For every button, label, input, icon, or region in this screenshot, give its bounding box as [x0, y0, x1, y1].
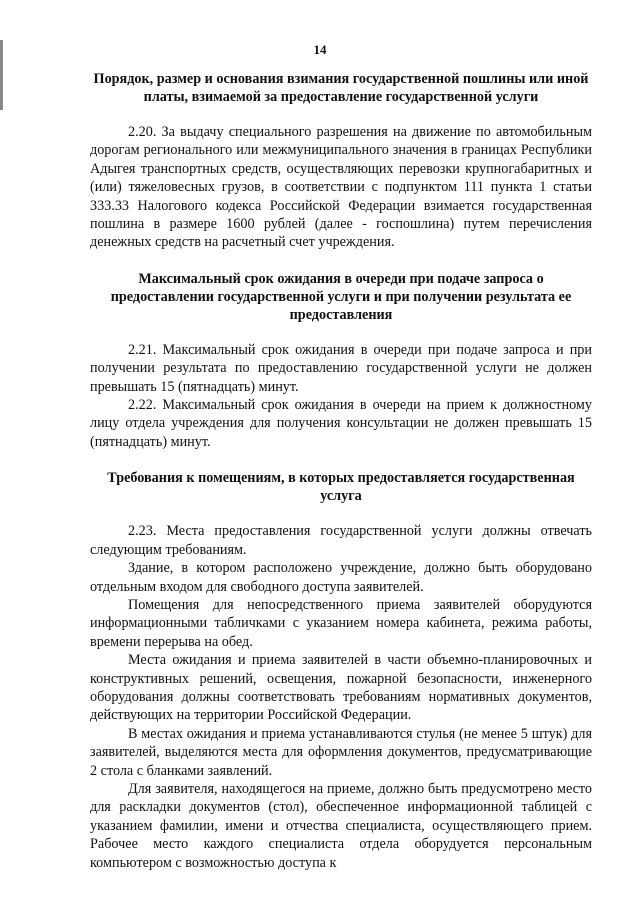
section-heading-premises: Требования к помещениям, в которых предоставляется государственная услуга — [107, 470, 575, 505]
paragraph-building: Здание, в котором расположено учреждение, должно быть оборудовано отдельным входом для свободного доступа заявителей. — [90, 560, 592, 595]
paragraph-applicant-place: Для заявителя, находящегося на приеме, должно быть предусмотрено место для раскладки документов (стол), обеспеченное информационной таблицей с указанием фамилии, имени и отчества специалиста, осуществляющего прием. Рабочее место каждого специалиста отдела оборудуется персональным компьютером с возможностью доступа к — [90, 780, 592, 871]
page-content — [90, 70, 592, 872]
paragraph-2-23: 2.23. Места предоставления государственной услуги должны отвечать следующим требованиям. — [90, 523, 592, 558]
page-number: 14 — [313, 42, 327, 57]
section-heading-fee: Порядок, размер и основания взимания государственной пошлины или иной платы, взимаемой за предоставление государственной услуги — [93, 71, 589, 105]
paragraph-2-22: 2.22. Максимальный срок ожидания в очереди на прием к должностному лицу отдела учреждения для получения консультации не должен превышать 15 (пятнадцать) минут. — [90, 397, 592, 450]
paragraph-2-21: 2.21. Максимальный срок ожидания в очереди при подаче запроса и при получении результата по предоставлению государственной услуги не должен превышать 15 (пятнадцать) минут. — [90, 341, 592, 395]
section-heading-waiting-time: Максимальный срок ожидания в очереди при подаче запроса о предоставлении государственной услуги и при получении результата ее предоставления — [110, 270, 572, 323]
paragraph-chairs: В местах ожидания и приема устанавливаются стулья (не менее 5 штук) для заявителей, выделяются места для оформления документов, предусматривающие 2 стола с бланками заявлений. — [90, 725, 592, 779]
paragraph-2-20: 2.20. За выдачу специального разрешения на движение по автомобильным дорогам регионального или межмуниципального значения в границах Республики Адыгея транспортных средств, осуществляющих перевозки крупногабаритных и (или) тяжеловесных грузов, в соответствии с подпунктом 111 пункта 1 статьи 333.33 Налогового кодекса Российской Федерации взимается государственная пошлина в размере 1600 рублей (далее - госпошлина) путем перечисления денежных средств на расчетный счет учреждения. — [90, 124, 592, 251]
paragraph-rooms: Помещения для непосредственного приема заявителей оборудуются информационными табличками с указанием номера кабинета, режима работы, времени перерыва на обед. — [90, 596, 592, 650]
paragraph-waiting-places: Места ожидания и приема заявителей в части объемно-планировочных и конструктивных решений, освещения, пожарной безопасности, инженерного оборудования должны соответствовать требованиям нормативных документов, действующих на территории Российской Федерации. — [90, 652, 592, 724]
